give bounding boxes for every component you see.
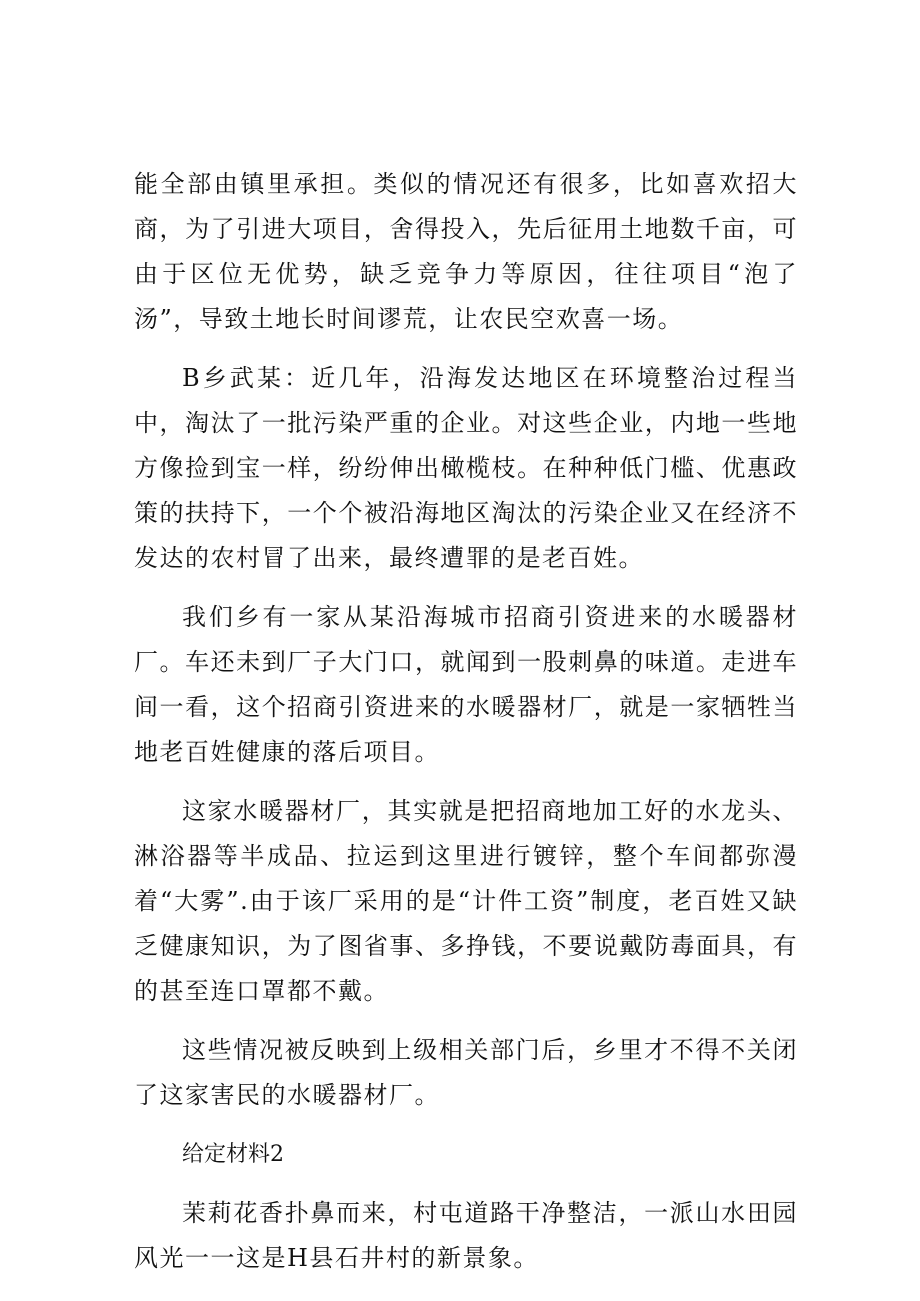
paragraph-plumbing-factory: 我们乡有一家从某沿海城市招商引资进来的水暖器材厂。车还未到厂子大门口，就闻到一股刺鼻的味道。走进车间一看，这个招商引资进来的水暖器材厂，就是一家牺牲当地老百姓健康的落后项目。 xyxy=(134,603,798,766)
paragraph-factory-closed: 这些情况被反映到上级相关部门后，乡里才不得不关闭了这家害民的水暖器材厂。 xyxy=(134,1036,798,1109)
paragraph-village-scene: 茉莉花香扑鼻而来，村屯道路干净整洁，一派山水田园风光一一这是H县石井村的新景象。 xyxy=(134,1199,798,1272)
paragraph-b-township: B乡武某：近几年，沿海发达地区在环境整治过程当中，淘汰了一批污染严重的企业。对这些企业，内地一些地方像捡到宝一样，纷纷伸出橄榄枝。在种种低门槛、优惠政策的扶持下，一个个被沿海地区淘汰的污染企业又在经济不发达的农村冒了出来，最终遭罪的是老百姓。 xyxy=(134,364,798,572)
paragraph-continuation: 能全部由镇里承担。类似的情况还有很多，比如喜欢招大商，为了引进大项目，舍得投入，先后征用土地数千亩，可由于区位无优势，缺乏竞争力等原因，往往项目“泡了汤”，导致土地长时间谬荒，让农民空欢喜一场。 xyxy=(134,170,798,333)
paragraph-galvanizing: 这家水暖器材厂，其实就是把招商地加工好的水龙头、淋浴器等半成品、拉运到这里进行镀锌，整个车间都弥漫着“大雾”.由于该厂采用的是“计件工资”制度，老百姓又缺乏健康知识，为了图省事、多挣钱，不要说戴防毒面具，有的甚至连口罩都不戴。 xyxy=(134,797,798,1005)
document-body xyxy=(134,162,798,1295)
section-heading: 给定材料2 xyxy=(182,1142,284,1167)
